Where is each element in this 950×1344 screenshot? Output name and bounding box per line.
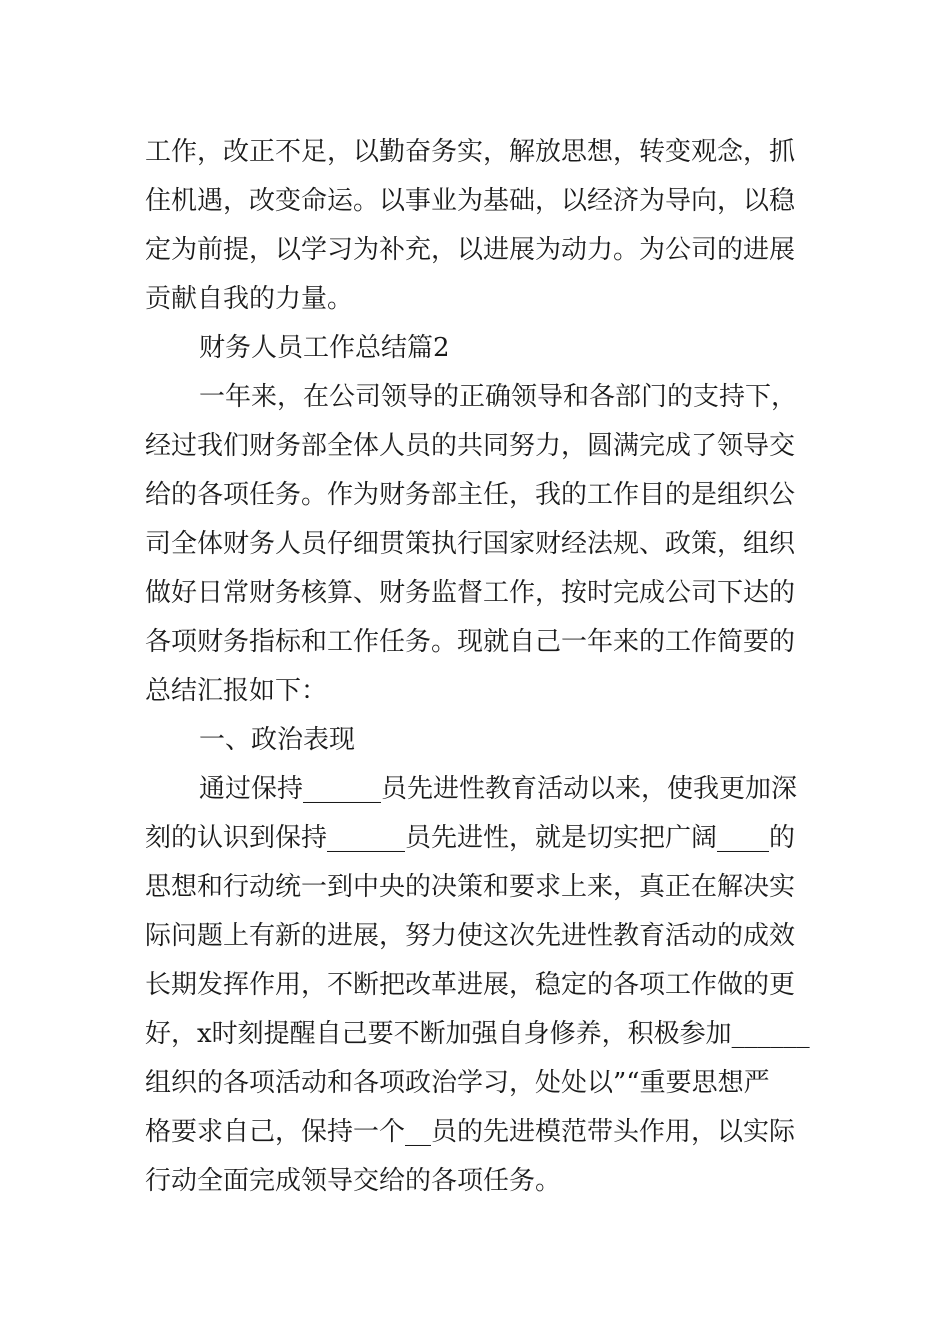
subsection-heading: 一、政治表现 bbox=[199, 725, 356, 755]
text-line: 长期发挥作用，不断把改革进展，稳定的各项工作做的更 bbox=[145, 970, 796, 1000]
text-line: 一年来，在公司领导的正确领导和各部门的支持下， bbox=[199, 382, 798, 412]
text-line: 组织的各项活动和各项政治学习，处处以”“重要思想严 bbox=[145, 1068, 770, 1098]
section-heading: 财务人员工作总结篇2 bbox=[199, 333, 450, 363]
text-line: 定为前提，以学习为补充，以进展为动力。为公司的进展 bbox=[145, 235, 796, 265]
text-line: 工作，改正不足，以勤奋务实，解放思想，转变观念，抓 bbox=[145, 137, 796, 167]
text-line: 司全体财务人员仔细贯策执行国家财经法规、政策，组织 bbox=[145, 529, 796, 559]
text-line: 际问题上有新的进展，努力使这次先进性教育活动的成效 bbox=[145, 921, 796, 951]
document-body bbox=[145, 128, 810, 1206]
text-line: 给的各项任务。作为财务部主任，我的工作目的是组织公 bbox=[145, 480, 796, 510]
text-line: 经过我们财务部全体人员的共同努力，圆满完成了领导交 bbox=[145, 431, 796, 461]
text-line: 住机遇，改变命运。以事业为基础，以经济为导向，以稳 bbox=[145, 186, 796, 216]
text-line: 思想和行动统一到中央的决策和要求上来，真正在解决实 bbox=[145, 872, 796, 902]
text-line: 做好日常财务核算、财务监督工作，按时完成公司下达的 bbox=[145, 578, 796, 608]
text-line: 格要求自己，保持一个__员的先进模范带头作用，以实际 bbox=[145, 1117, 796, 1147]
text-line: 行动全面完成领导交给的各项任务。 bbox=[145, 1166, 562, 1196]
text-line: 贡献自我的力量。 bbox=[145, 284, 354, 314]
text-line: 各项财务指标和工作任务。现就自己一年来的工作简要的 bbox=[145, 627, 796, 657]
text-line: 刻的认识到保持______员先进性，就是切实把广阔____的 bbox=[145, 823, 796, 853]
text-line: 通过保持______员先进性教育活动以来，使我更加深 bbox=[199, 774, 798, 804]
text-line: 总结汇报如下： bbox=[145, 676, 328, 706]
text-line: 好，x时刻提醒自己要不断加强自身修养，积极参加______ bbox=[145, 1019, 810, 1049]
